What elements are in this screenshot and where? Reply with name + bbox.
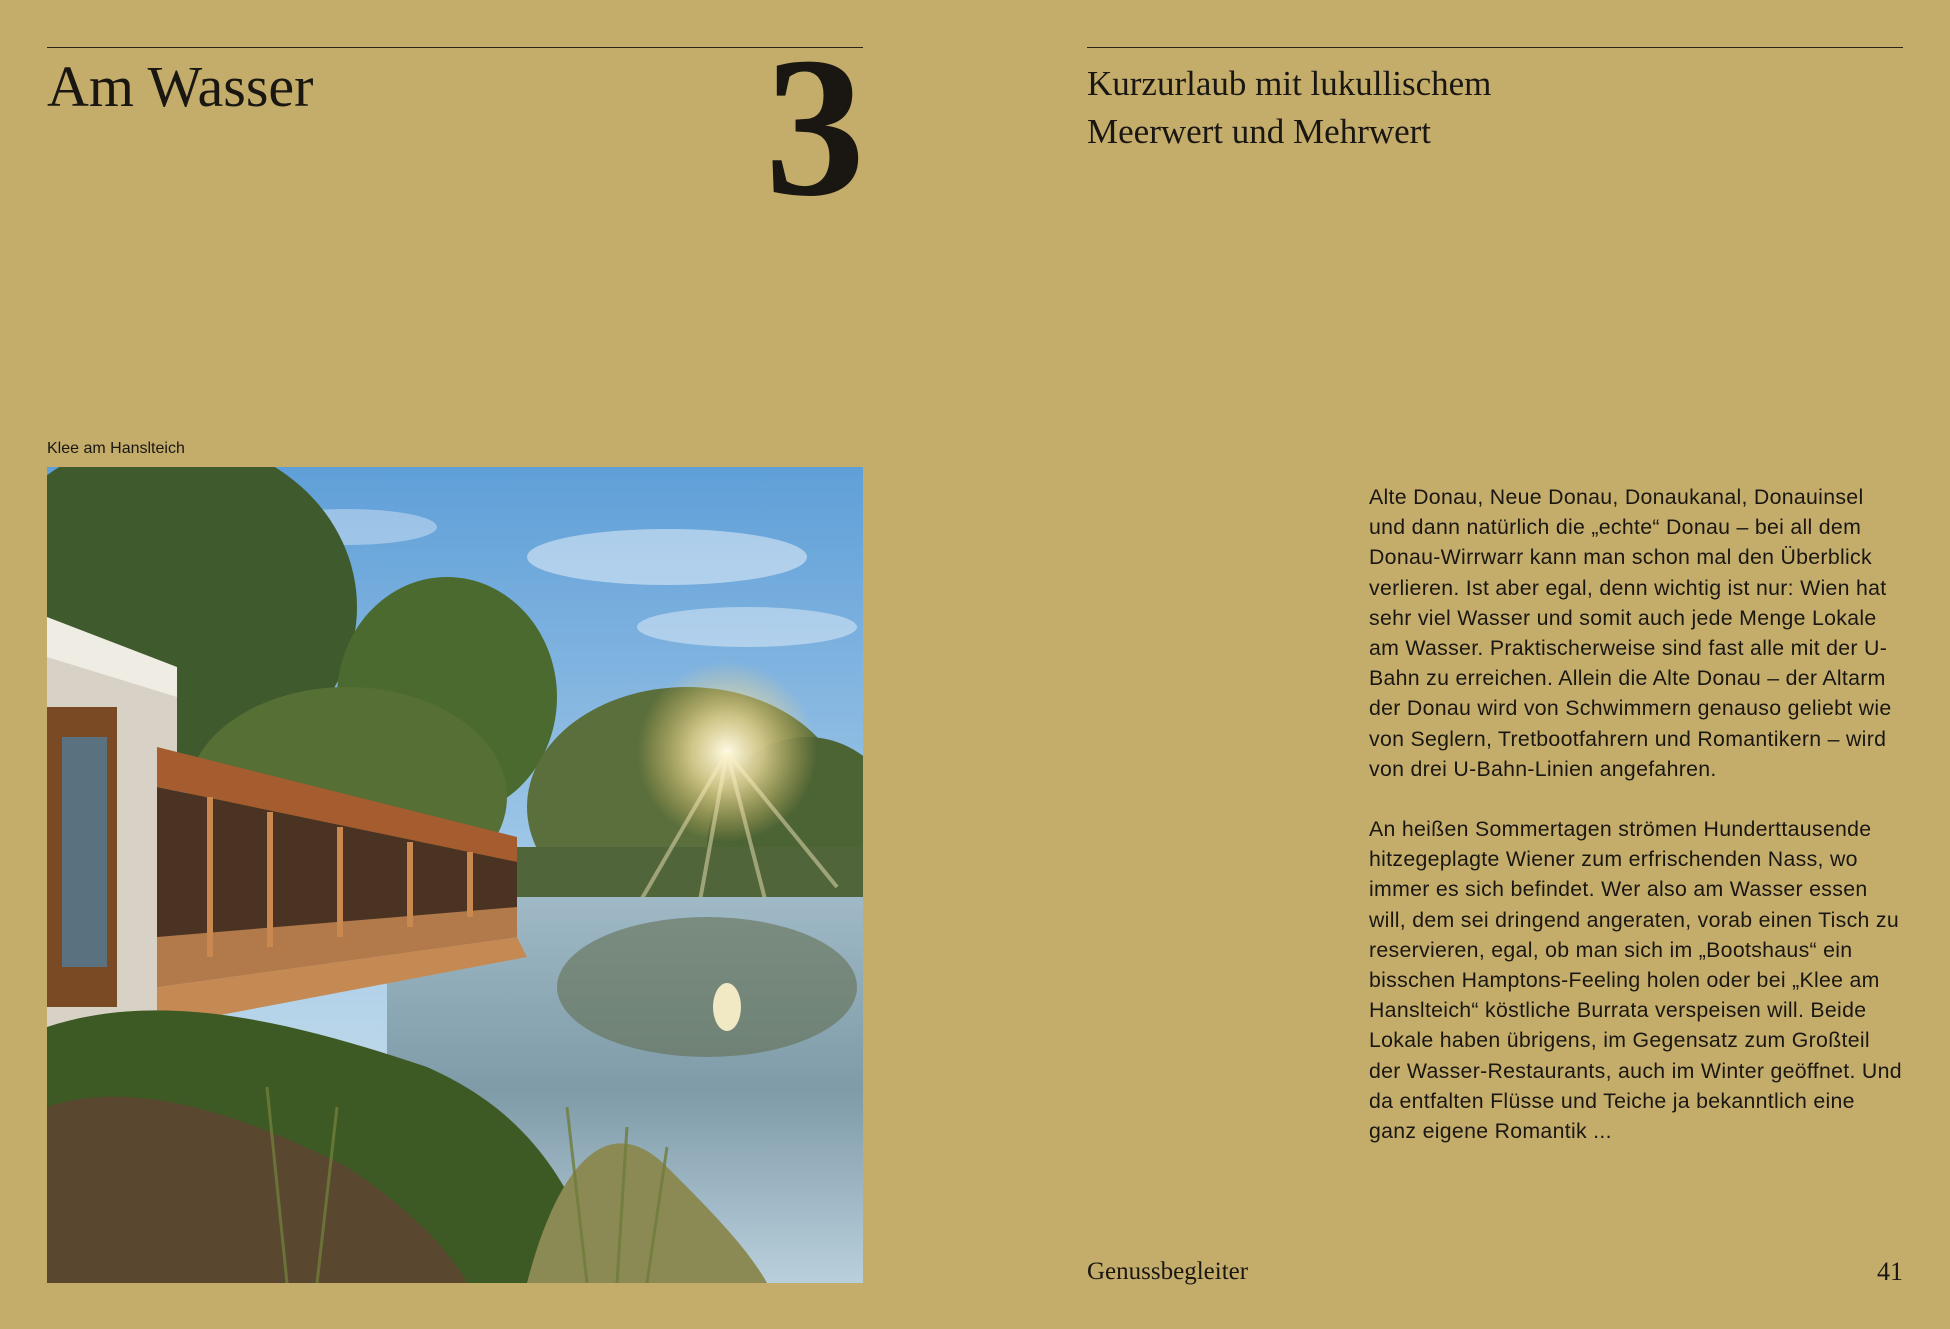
body-paragraph-2: An heißen Sommertagen strömen Hunderttausende hitzegeplagte Wiener zum erfrischenden Nass, wo immer es sich befindet. Wer also am Wasser essen will, dem sei dringend angeraten, vorab einen Tisch zu reservieren, egal, ob man sich im „Bootshaus“ ein bisschen Hamptons-Feeling holen oder bei „Klee am Hanslteich“ köstliche Burrata verspeisen will. Beide Lokale haben übrigens, im Gegensatz zum Großteil der Wasser-Restaurants, auch im Winter geöffnet. Und da entfalten Flüsse und Teiche ja bekanntlich eine ganz eigene Romantik ... (1369, 817, 1902, 1144)
left-top-rule (47, 47, 863, 48)
body-paragraph-1: Alte Donau, Neue Donau, Donaukanal, Donauinsel und dann natürlich die „echte“ Donau – bei all dem Donau-Wirrwarr kann man schon mal den Überblick verlieren. Ist aber egal, denn wichtig ist nur: Wien hat sehr viel Wasser und somit auch jede Menge Lokale am Wasser. Praktischerweise sind fast alle mit der U-Bahn zu erreichen. Allein die Alte Donau – der Altarm der Donau wird von Schwimmern genauso geliebt wie von Seglern, Tretbootfahrern und Romantikern – wird von drei U-Bahn-Linien angefahren. (1369, 485, 1892, 781)
chapter-subtitle (1087, 60, 1827, 156)
footer-book-title: Genussbegleiter (1087, 1258, 1249, 1285)
subtitle-line-1: Kurzurlaub mit lukullischem (1087, 64, 1492, 103)
chapter-title: Am Wasser (47, 54, 314, 119)
right-top-rule (1087, 47, 1903, 48)
restaurant-lake-photo (47, 467, 863, 1283)
subtitle-line-2: Meerwert und Mehrwert (1087, 112, 1432, 151)
page-number: 41 (1877, 1257, 1903, 1286)
chapter-number: 3 (765, 17, 865, 238)
photo-caption: Klee am Hanslteich (47, 440, 185, 457)
body-text (1369, 482, 1904, 1176)
